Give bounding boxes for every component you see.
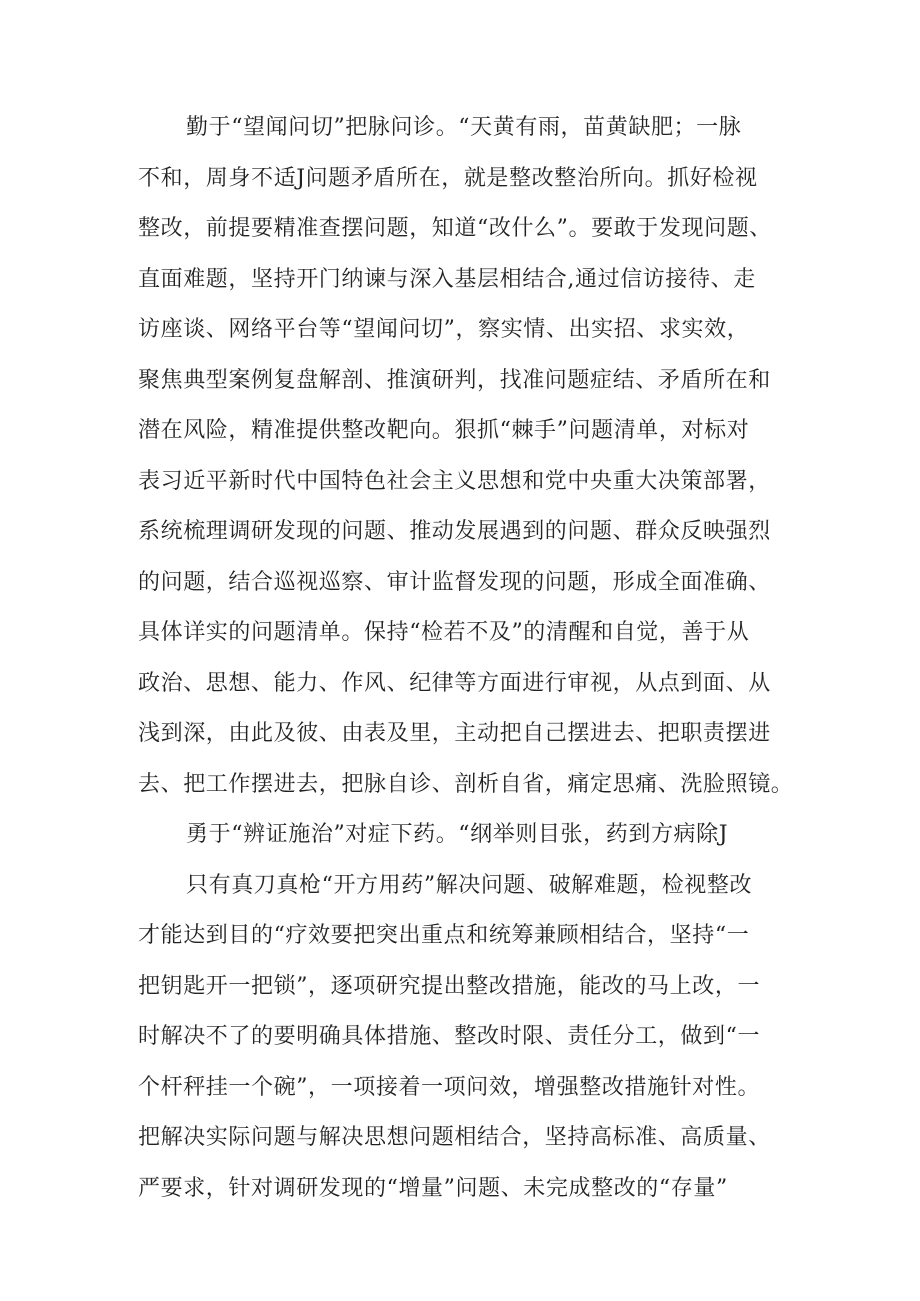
text-line-13: 浅到深，由此及彼、由表及里，主动把自己摆进去、把职责摆进 <box>138 721 771 746</box>
text-line-16: 只有真刀真枪“开方用药”解决问题、破解难题，检视整改 <box>186 873 753 898</box>
text-line-19: 时解决不了的要明确具体措施、整改时限、责任分工，做到“一 <box>138 1024 761 1049</box>
text-line-21: 把解决实际问题与解决思想问题相结合，坚持高标准、高质量、 <box>138 1125 771 1150</box>
text-line-14: 去、把工作摆进去，把脉自诊、剖析自省，痛定思痛、洗脸照镜。 <box>138 772 794 797</box>
text-line-1: 勤于“望闻问切”把脉问诊。“天黄有雨，苗黄缺肥；一脉 <box>186 115 742 140</box>
text-line-22: 严要求，针对调研发现的“增量”问题、未完成整改的“存量” <box>138 1176 728 1201</box>
text-line-18: 把钥匙开一把锁”，逐项研究提出整改措施，能改的马上改，一 <box>138 974 761 999</box>
text-line-10: 的问题，结合巡视巡察、审计监督发现的问题，形成全面准确、 <box>138 570 771 595</box>
text-line-7: 潜在风险，精准提供整改靶向。狠抓“棘手”问题清单，对标对 <box>138 418 750 443</box>
text-line-5: 访座谈、网络平台等“望闻问切”，察实情、出实招、求实效， <box>138 317 750 342</box>
text-line-8: 表习近平新时代中国特色社会主义思想和党中央重大决策部署， <box>138 469 771 494</box>
text-line-2: 不和，周身不适J问题矛盾所在，就是整改整治所向。抓好检视 <box>138 166 758 191</box>
text-line-20: 个杆秤挂一个碗”，一项接着一项问效，增强整改措施针对性。 <box>138 1075 761 1100</box>
text-line-3: 整改，前提要精准查摆问题，知道“改什么”。要敢于发现问题、 <box>138 216 772 241</box>
text-line-15: 勇于“辨证施治”对症下药。“纲举则目张，药到方病除J <box>186 822 729 847</box>
text-line-12: 政治、思想、能力、作风、纪律等方面进行审视，从点到面、从 <box>138 671 771 696</box>
text-line-6: 聚焦典型案例复盘解剖、推演研判，找准问题症结、矛盾所在和 <box>138 368 771 393</box>
text-line-4: 直面难题，坚持开门纳谏与深入基层相结合,通过信访接待、走 <box>138 267 756 292</box>
text-line-9: 系统梳理调研发现的问题、推动发展遇到的问题、群众反映强烈 <box>138 519 771 544</box>
text-line-11: 具体详实的问题清单。保持“检若不及”的清醒和自觉，善于从 <box>138 620 750 645</box>
text-line-17: 才能达到目的“疗效要把突出重点和统筹兼顾相结合，坚持“一 <box>138 923 750 948</box>
